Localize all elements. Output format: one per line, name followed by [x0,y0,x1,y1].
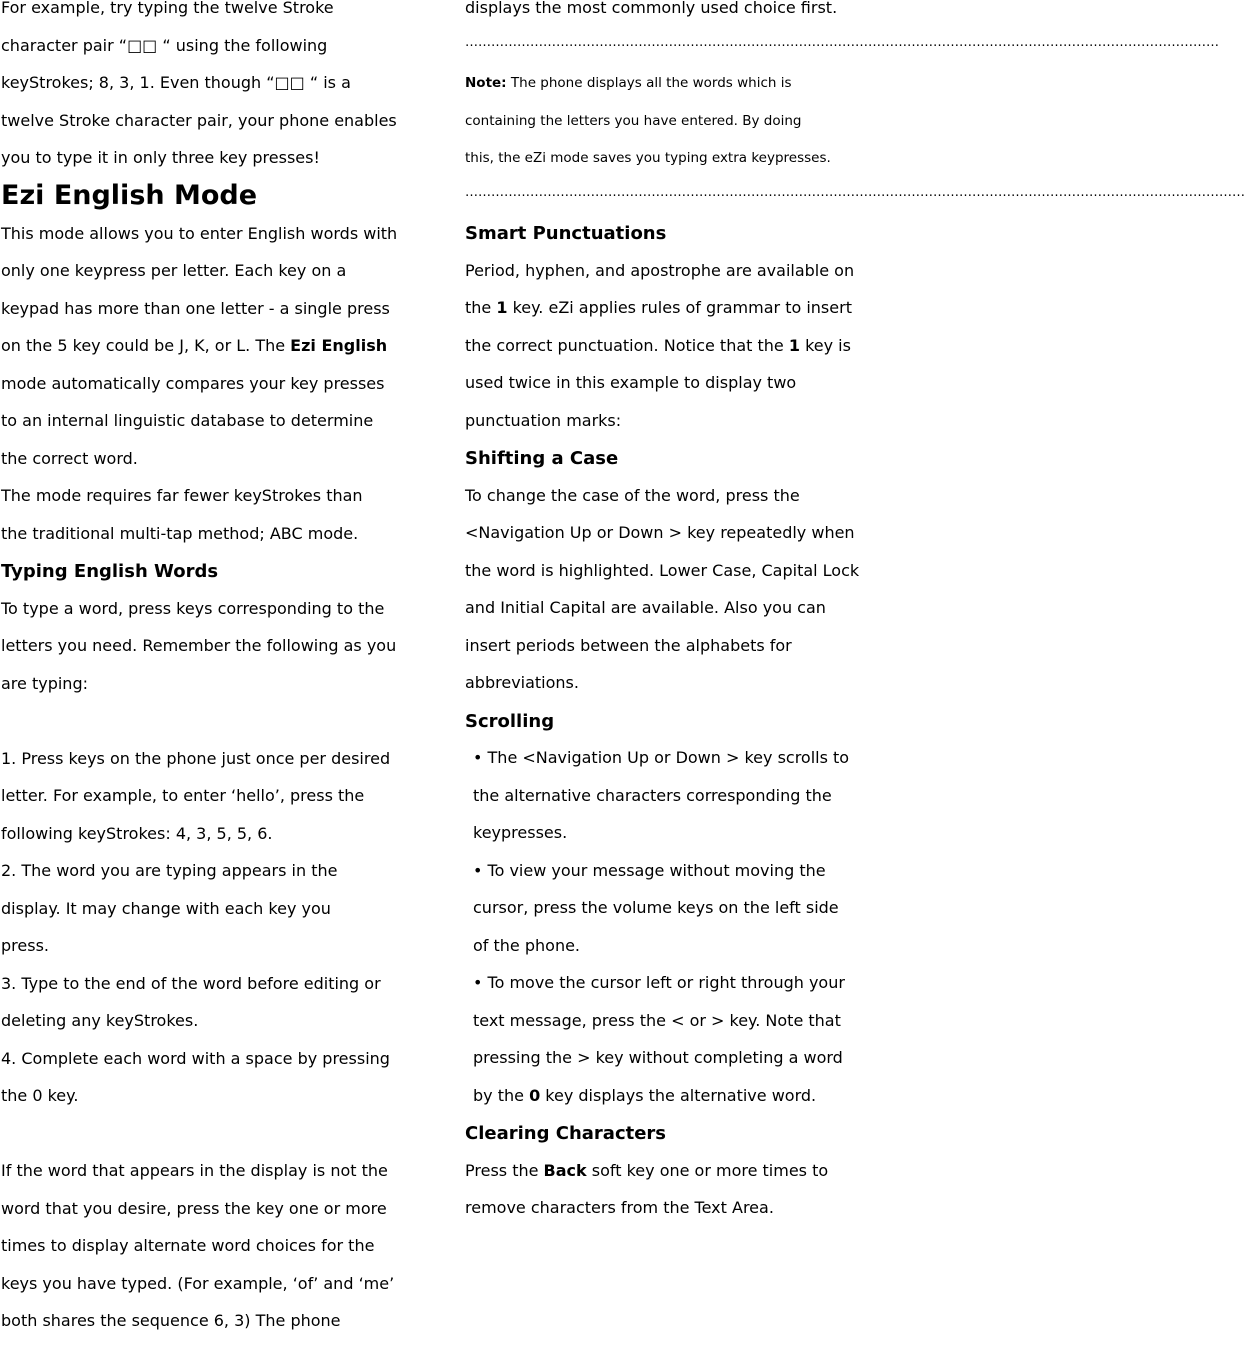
step-line: following keyStrokes: 4, 3, 5, 5, 6. [1,823,273,843]
step-line: press. [1,936,49,955]
paragraph-line: keys you have typed. (For example, ‘of’ and ‘me’ [1,1273,395,1293]
paragraph-line: times to display alternate word choices for the [1,1236,375,1255]
paragraph-line: To type a word, press keys corresponding to the [1,598,385,618]
paragraph-line: the word is highlighted. Lower Case, Capital Lock [465,560,860,580]
heading-smart-punctuations: Smart Punctuations [465,223,667,244]
bullet-line: the alternative characters corresponding the [473,785,832,805]
paragraph-line: punctuation marks: [465,410,622,430]
paragraph-line: only one keypress per letter. Each key on a [1,261,347,280]
paragraph-line: keypad has more than one letter - a single press [1,298,390,318]
paragraph-line: the traditional multi-tap method; ABC mode. [1,523,359,543]
back-key-bold: Back [543,1160,587,1180]
key-0-bold: 0 [529,1085,541,1105]
right-column [465,0,1245,1238]
paragraph-line [465,1160,884,1201]
step-line: 2. The word you are typing appears in the [1,861,338,880]
intro-line: character pair “□□ “ using the following [1,35,328,55]
note-label: Note: [465,75,507,91]
paragraph-text: Press the [465,1160,544,1180]
paragraph-line: displays the most commonly used choice first. [465,0,838,17]
step-line: the 0 key. [1,1086,79,1105]
paragraph-text: soft key one or more times to [586,1160,829,1180]
paragraph-text: by the [473,1085,530,1105]
heading-clearing-characters: Clearing Characters [465,1123,667,1144]
bullet-line: of the phone. [473,935,581,955]
step-line: 4. Complete each word with a space by pressing [1,1048,390,1068]
note-text: The phone displays all the words which is [506,75,792,91]
paragraph-line: are typing: [1,673,88,693]
paragraph-line: The mode requires far fewer keyStrokes than [1,486,363,505]
bullet-line: • The <Navigation Up or Down > key scrolls to [473,748,850,767]
paragraph-line: If the word that appears in the display is not the [1,1161,388,1180]
step-line: display. It may change with each key you [1,898,331,918]
paragraph-line: and Initial Capital are available. Also you can [465,598,826,617]
step-line: 1. Press keys on the phone just once per desired [1,748,391,768]
key-1-bold: 1 [496,298,508,317]
left-column [1,0,429,1351]
intro-line: you to type it in only three key presses! [1,148,320,167]
step-line: 3. Type to the end of the word before editing or [1,973,381,993]
paragraph-line: mode automatically compares your key presses [1,373,385,393]
paragraph-line: <Navigation Up or Down > key repeatedly when [465,523,855,542]
paragraph-line: insert periods between the alphabets for [465,635,792,655]
bullet-line: pressing the > key without completing a word [473,1048,843,1067]
dotted-separator: ………………………………………………………………………………………………………………………………………………………… [465,34,1219,50]
bullet-line: keypresses. [473,823,568,842]
heading-shifting-a-case: Shifting a Case [465,448,619,469]
bullet-line: cursor, press the volume keys on the left side [473,898,839,917]
paragraph-line: remove characters from the Text Area. [465,1198,774,1217]
bullet-line: text message, press the < or > key. Note that [473,1010,841,1030]
paragraph-text: key displays the alternative word. [540,1085,817,1105]
bullet-line [465,1085,884,1126]
bullet-line: • To view your message without moving the [473,860,826,880]
paragraph-line: Period, hyphen, and apostrophe are available on [465,260,855,280]
paragraph-line: To change the case of the word, press the [465,485,800,505]
bullet-line: • To move the cursor left or right through your [473,973,845,992]
heading-scrolling: Scrolling [465,710,555,732]
paragraph-line: both shares the sequence 6, 3) The phone [1,1311,341,1330]
dotted-separator: ……………………………………………………………………………………………………………………………………………………………… [465,184,1245,200]
paragraph-text: key is [800,335,851,355]
paragraph-line: word that you desire, press the key one or more [1,1198,387,1218]
paragraph-line [465,300,884,338]
paragraph-text: key. eZi applies rules of grammar to insert [507,298,852,317]
paragraph-line [1,338,429,376]
paragraph-line: letters you need. Remember the following as you [1,636,397,655]
step-line: deleting any keyStrokes. [1,1011,199,1030]
paragraph-text: the correct punctuation. Notice that the [465,335,789,355]
note-line: containing the letters you have entered. By doing [465,112,802,129]
intro-line: twelve Stroke character pair, your phone enables [1,110,397,130]
paragraph-line: abbreviations. [465,673,579,692]
heading-ezi-english-mode: Ezi English Mode [1,179,258,211]
key-1-bold: 1 [788,335,800,355]
note-line: this, the eZi mode saves you typing extra keypresses. [465,150,831,166]
blank-line [1,713,429,751]
ezi-english-bold: Ezi English [290,336,388,355]
paragraph-line: to an internal linguistic database to determine [1,411,374,430]
paragraph-line: This mode allows you to enter English words with [1,223,398,243]
paragraph-text: on the 5 key could be J, K, or L. The [1,336,291,355]
paragraph-text: the [465,298,497,317]
paragraph-line: used twice in this example to display two [465,373,797,392]
intro-line: keyStrokes; 8, 3, 1. Even though “□□ “ is a [1,73,351,92]
intro-line: For example, try typing the twelve Stroke [1,0,334,17]
heading-typing-english-words: Typing English Words [1,561,219,582]
paragraph-line: the correct word. [1,448,138,468]
step-line: letter. For example, to enter ‘hello’, press the [1,786,365,805]
blank-line [1,1126,429,1164]
paragraph-line [465,335,884,376]
note-line [465,75,884,113]
